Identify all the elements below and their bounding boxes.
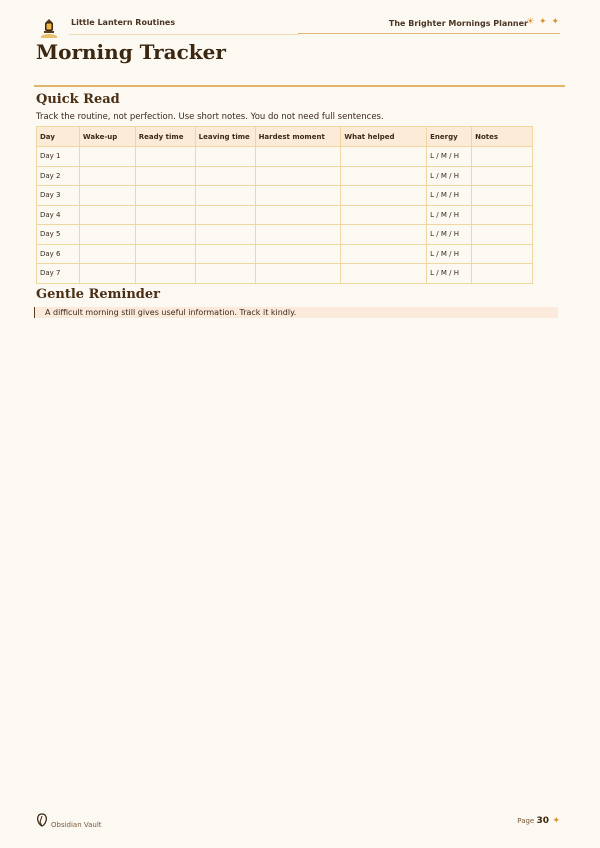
what-helped-cell[interactable] xyxy=(341,166,427,186)
footer-brand: Obsidian Vault xyxy=(51,821,102,829)
table-row xyxy=(37,225,533,245)
energy-cell[interactable]: L / M / H xyxy=(427,264,472,284)
what-helped-cell[interactable] xyxy=(341,264,427,284)
column-header-hardest-moment: Hardest moment xyxy=(255,127,341,147)
leaving-time-cell[interactable] xyxy=(195,147,255,167)
wake-up-cell[interactable] xyxy=(79,244,135,264)
header-divider-accent xyxy=(298,33,560,34)
energy-cell[interactable]: L / M / H xyxy=(427,166,472,186)
leaving-time-cell[interactable] xyxy=(195,264,255,284)
page-number-label xyxy=(517,816,549,826)
gentle-reminder-heading: Gentle Reminder xyxy=(36,287,160,302)
header-divider xyxy=(69,34,299,35)
page-number: 30 xyxy=(536,816,549,826)
column-header-notes: Notes xyxy=(472,127,533,147)
hardest-moment-cell[interactable] xyxy=(255,225,341,245)
notes-cell[interactable] xyxy=(472,264,533,284)
day-label: Day 4 xyxy=(37,205,80,225)
energy-cell[interactable]: L / M / H xyxy=(427,205,472,225)
what-helped-cell[interactable] xyxy=(341,225,427,245)
ready-time-cell[interactable] xyxy=(135,244,195,264)
reminder-text: A difficult morning still gives useful information. Track it kindly. xyxy=(45,308,297,317)
table-row xyxy=(37,147,533,167)
sparkle-icon: ✦ xyxy=(552,816,560,826)
leaving-time-cell[interactable] xyxy=(195,244,255,264)
day-label: Day 7 xyxy=(37,264,80,284)
table-row xyxy=(37,244,533,264)
intro-text: Track the routine, not perfection. Use short notes. You do not need full sentences. xyxy=(36,112,384,122)
day-label: Day 1 xyxy=(37,147,80,167)
notes-cell[interactable] xyxy=(472,225,533,245)
column-header-ready-time: Ready time xyxy=(135,127,195,147)
leaving-time-cell[interactable] xyxy=(195,225,255,245)
what-helped-cell[interactable] xyxy=(341,147,427,167)
day-label: Day 3 xyxy=(37,186,80,206)
leaving-time-cell[interactable] xyxy=(195,186,255,206)
notes-cell[interactable] xyxy=(472,244,533,264)
energy-cell[interactable]: L / M / H xyxy=(427,225,472,245)
wake-up-cell[interactable] xyxy=(79,264,135,284)
wake-up-cell[interactable] xyxy=(79,205,135,225)
table-row xyxy=(37,186,533,206)
what-helped-cell[interactable] xyxy=(341,244,427,264)
leaving-time-cell[interactable] xyxy=(195,166,255,186)
ready-time-cell[interactable] xyxy=(135,264,195,284)
column-header-day: Day xyxy=(37,127,80,147)
wake-up-cell[interactable] xyxy=(79,186,135,206)
column-header-wake-up: Wake-up xyxy=(79,127,135,147)
column-header-what-helped: What helped xyxy=(341,127,427,147)
hardest-moment-cell[interactable] xyxy=(255,244,341,264)
quick-read-heading: Quick Read xyxy=(36,92,120,107)
energy-cell[interactable]: L / M / H xyxy=(427,186,472,206)
table-header-row xyxy=(37,127,533,147)
notes-cell[interactable] xyxy=(472,166,533,186)
day-label: Day 6 xyxy=(37,244,80,264)
wake-up-cell[interactable] xyxy=(79,147,135,167)
notes-cell[interactable] xyxy=(472,147,533,167)
hardest-moment-cell[interactable] xyxy=(255,205,341,225)
brand-name: Little Lantern Routines xyxy=(71,18,176,27)
wake-up-cell[interactable] xyxy=(79,225,135,245)
title-divider xyxy=(34,85,565,87)
what-helped-cell[interactable] xyxy=(341,186,427,206)
obsidian-vault-logo-icon xyxy=(36,813,48,827)
lantern-icon xyxy=(40,18,58,40)
notes-cell[interactable] xyxy=(472,186,533,206)
wake-up-cell[interactable] xyxy=(79,166,135,186)
day-label: Day 2 xyxy=(37,166,80,186)
ready-time-cell[interactable] xyxy=(135,166,195,186)
planner-title: The Brighter Mornings Planner xyxy=(388,19,528,28)
table-row xyxy=(37,166,533,186)
hardest-moment-cell[interactable] xyxy=(255,147,341,167)
hardest-moment-cell[interactable] xyxy=(255,186,341,206)
tracker-table xyxy=(36,126,533,284)
table-row xyxy=(37,264,533,284)
day-label: Day 5 xyxy=(37,225,80,245)
hardest-moment-cell[interactable] xyxy=(255,166,341,186)
what-helped-cell[interactable] xyxy=(341,205,427,225)
hardest-moment-cell[interactable] xyxy=(255,264,341,284)
table-row xyxy=(37,205,533,225)
ready-time-cell[interactable] xyxy=(135,186,195,206)
ready-time-cell[interactable] xyxy=(135,205,195,225)
page-label: Page xyxy=(517,817,535,825)
page-title: Morning Tracker xyxy=(36,40,226,64)
sparkle-icon: ☀ ✦ ✦ xyxy=(526,17,560,27)
column-header-leaving-time: Leaving time xyxy=(195,127,255,147)
energy-cell[interactable]: L / M / H xyxy=(427,147,472,167)
reminder-callout xyxy=(34,307,558,318)
leaving-time-cell[interactable] xyxy=(195,205,255,225)
ready-time-cell[interactable] xyxy=(135,225,195,245)
notes-cell[interactable] xyxy=(472,205,533,225)
energy-cell[interactable]: L / M / H xyxy=(427,244,472,264)
column-header-energy: Energy xyxy=(427,127,472,147)
ready-time-cell[interactable] xyxy=(135,147,195,167)
